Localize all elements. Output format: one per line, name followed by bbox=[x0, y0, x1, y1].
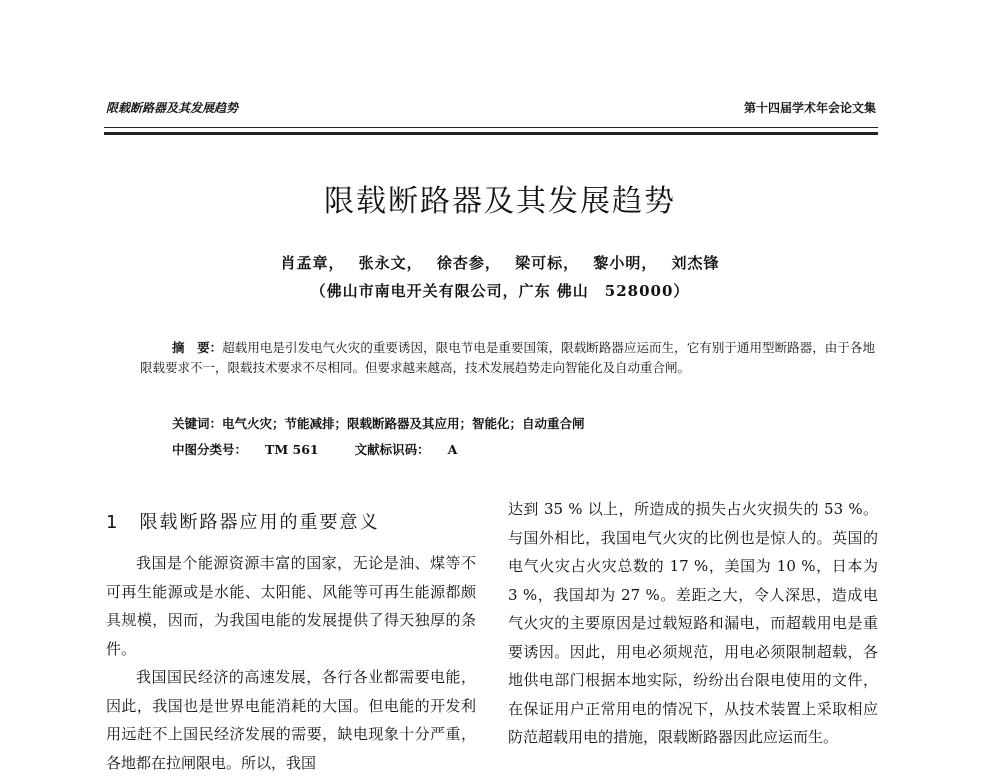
running-header-title: 限载断路器及其发展趋势 bbox=[106, 101, 239, 115]
author-affiliation: （佛山市南电开关有限公司，广东 佛山 528000） bbox=[310, 282, 690, 300]
paper-title: 限载断路器及其发展趋势 bbox=[324, 184, 676, 219]
left-column bbox=[106, 495, 476, 777]
running-header bbox=[106, 99, 876, 119]
header-rule-thick bbox=[104, 132, 878, 135]
keywords bbox=[172, 414, 585, 432]
clc-label: 中图分类号： bbox=[172, 442, 248, 457]
abstract bbox=[140, 338, 875, 378]
header-rule-thin bbox=[104, 127, 878, 128]
abstract-text: 超载用电是引发电气火灾的重要诱因，限电节电是重要国策，限载断路器应运而生，它有别于通用型断路器，由于各地限载要求不一，限载技术要求不尽相同。但要求越来越高，技术发展趋势走向智能化及自动重合闸。 bbox=[140, 340, 875, 375]
section-heading bbox=[106, 509, 476, 537]
body-paragraph: 我国是个能源资源丰富的国家，无论是油、煤等不可再生能源或是水能、太阳能、风能等可再生能源都颇具规模，因而，为我国电能的发展提供了得天独厚的条件。 bbox=[106, 554, 476, 658]
body-paragraph: 我国国民经济的高速发展，各行各业都需要电能，因此，我国也是世界电能消耗的大国。但电能的开发利用远赶不上国民经济发展的需要，缺电现象十分严重，各地都在拉闸限电。所以，我国 bbox=[106, 668, 476, 772]
section-number: 1 bbox=[106, 512, 120, 533]
classification bbox=[172, 440, 475, 458]
abstract-label: 摘 要： bbox=[172, 340, 223, 355]
running-header-proceedings: 第十四届学术年会论文集 bbox=[743, 101, 876, 115]
author-list: 肖孟章， 张永文， 徐杏参， 梁可标， 黎小明， 刘杰锋 bbox=[280, 254, 720, 272]
keywords-text: 电气火灾；节能减排；限载断路器及其应用；智能化；自动重合闸 bbox=[222, 416, 585, 431]
right-column bbox=[508, 495, 878, 752]
keywords-label: 关键词： bbox=[172, 416, 223, 431]
doc-code-label: 文献标识码： bbox=[354, 442, 430, 457]
doc-code-value: A bbox=[447, 442, 458, 457]
body-paragraph-continued: 达到 35 % 以上，所造成的损失占火灾损失的 53 %。与国外相比，我国电气火灾的比例也是惊人的。英国的电气火灾占火灾总数的 17 %，美国为 10 %，日本为 3 %，我国却为 27 %。差距之大，令人深思，造成电气火灾的主要原因是过载短路和漏电，而超载用电是重要诱因。因此，用电必须规范，用电必须限制超载，各地供电部门根据本地实际，纷纷出台限电使用的文件，在保证用户正常用电的情况下，从技术装置上采取相应防范超载用电的措施，限载断路器因此应运而生。 bbox=[508, 500, 878, 746]
clc-value: TM 561 bbox=[265, 442, 319, 457]
section-title: 限载断路器应用的重要意义 bbox=[139, 512, 380, 533]
